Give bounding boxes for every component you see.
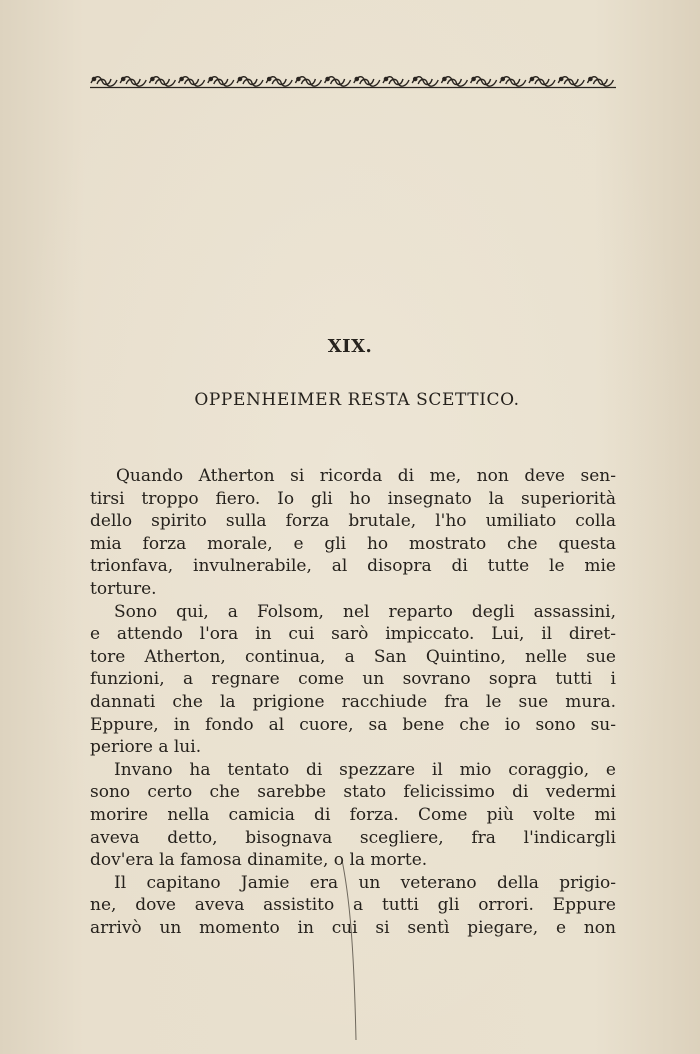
text-line: sono certo che sarebbe stato felicissimo di vedermi bbox=[90, 782, 616, 803]
chapter-title: OPPENHEIMER RESTA SCETTICO. bbox=[194, 390, 520, 410]
text-line: Il capitano Jamie era un veterano della prigio- bbox=[114, 872, 616, 893]
text-line: dello spirito sulla forza brutale, l'ho umiliato colla bbox=[90, 511, 616, 532]
text-line: periore a lui. bbox=[90, 737, 202, 758]
text-line: e attendo l'ora in cui sarò impiccato. Lui, il diret- bbox=[90, 624, 616, 645]
chapter-number: XIX. bbox=[327, 336, 373, 357]
page-crease bbox=[340, 860, 370, 1040]
text-line: morire nella camicia di forza. Come più volte mi bbox=[90, 804, 616, 825]
text-line: tore Atherton, continua, a San Quintino, nelle sue bbox=[90, 646, 616, 667]
text-line: mia forza morale, e gli ho mostrato che questa bbox=[90, 533, 616, 554]
text-line: tirsi troppo fiero. Io gli ho insegnato la superiorità bbox=[90, 488, 616, 509]
text-line: dannati che la prigione racchiude fra le sue mura. bbox=[90, 691, 616, 712]
text-line: Sono qui, a Folsom, nel reparto degli assassini, bbox=[114, 601, 616, 622]
text-line: Quando Atherton si ricorda di me, non deve sen- bbox=[116, 466, 616, 486]
text-line: arrivò un momento in cui si sentì piegare, e non bbox=[90, 917, 616, 938]
text-line: Eppure, in fondo al cuore, sa bene che io sono su- bbox=[90, 714, 616, 735]
text-line: torture. bbox=[90, 578, 157, 599]
text-line: trionfava, invulnerabile, al disopra di tutte le mie bbox=[90, 556, 616, 577]
text-line: Invano ha tentato di spezzare il mio coraggio, e bbox=[114, 759, 616, 780]
text-line: funzioni, a regnare come un sovrano sopra tutti i bbox=[90, 669, 616, 690]
text-line: aveva detto, bisognava scegliere, fra l'indicargli bbox=[90, 827, 616, 848]
decorative-border-ornament bbox=[90, 72, 616, 90]
text-line: dov'era la famosa dinamite, o la morte. bbox=[90, 850, 428, 871]
text-line: ne, dove aveva assistito a tutti gli orrori. Eppure bbox=[90, 895, 616, 916]
